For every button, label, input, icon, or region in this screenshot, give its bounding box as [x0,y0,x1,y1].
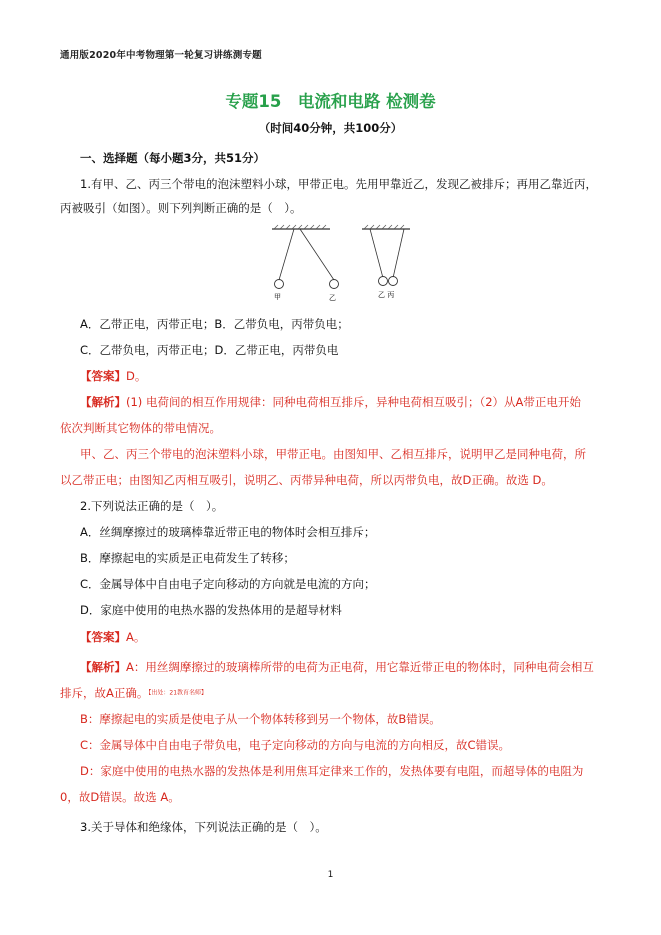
pendulum-figure [262,224,422,304]
series-note: 通用版2020年中考物理第一轮复习讲练测专题 [60,50,262,61]
left-support-hatch [274,225,326,229]
q1-analysis-line4: 以乙带正电；由图知乙丙相互吸引，说明乙、丙带异种电荷，所以丙带负电，故D正确。故选 D。 [60,473,553,487]
right-support-hatch [364,225,404,229]
q2-analysis-b: B：摩擦起电的实质是使电子从一个物体转移到另一个物体，故B错误。 [80,712,441,726]
thread-bing [393,229,404,278]
ball-yi-right [379,277,388,286]
document-title: 专题15 电流和电路 检测卷 [225,92,436,111]
q1-answer-value: D。 [126,369,147,383]
q2-answer [80,630,145,644]
q3-stem: 3.关于导体和绝缘体，下列说法正确的是（ ）。 [80,820,327,834]
q1-stem-line2: 丙被吸引（如图）。则下列判断正确的是（ ）。 [60,201,302,215]
page-number: 1 [327,870,334,880]
section-heading: 一、选择题（每小题3分，共51分） [80,151,266,165]
q1-stem-line1: 1.有甲、乙、丙三个带电的泡沫塑料小球，甲带正电。先用甲靠近乙，发现乙被排斥；再用乙靠近丙， [80,177,597,191]
q2-answer-tag: 【答案】 [80,630,126,644]
q2-option-c: C．金属导体中自由电子定向移动的方向就是电流的方向； [80,577,376,591]
q2-option-b: B．摩擦起电的实质是正电荷发生了转移； [80,551,295,565]
thread-yi-right [370,229,383,278]
q2-answer-value: A。 [126,630,146,644]
q2-analysis-a-line1 [80,660,594,674]
q1-analysis-tag: 【解析】 [80,395,126,409]
label-right-balls: 乙 丙 [378,291,395,299]
ball-yi-left [330,280,339,289]
q2-stem: 2.下列说法正确的是（ ）。 [80,499,224,513]
q2-analysis-d-line2: 0，故D错误。故选 A。 [60,790,180,804]
ball-jia [275,280,284,289]
q1-answer [80,369,146,383]
q2-option-a: A．丝绸摩擦过的玻璃棒靠近带正电的物体时会相互排斥； [80,525,376,539]
q1-options-line1: A．乙带正电，丙带正电；B．乙带负电，丙带负电； [80,317,349,331]
q2-analysis-a-line2 [60,686,207,701]
q1-analysis-text1: (1) 电荷间的相互作用规律：同种电荷相互排斥，异种电荷相互吸引；（2）从A带正电开始 [126,395,581,409]
q1-analysis-line3: 甲、乙、丙三个带电的泡沫塑料小球，甲带正电。由图知甲、乙相互排斥，说明甲乙是同种电荷，所 [80,447,586,461]
thread-yi-left [300,229,334,280]
thread-jia [279,229,294,280]
q2-option-d: D．家庭中使用的电热水器的发热体用的是超导材料 [80,603,342,617]
q1-answer-tag: 【答案】 [80,369,126,383]
q2-analysis-tag: 【解析】 [80,660,126,674]
ball-bing [389,277,398,286]
q2-analysis-a-text2: 排斥，故A正确。 [60,686,149,700]
document-subtitle: （时间40分钟，共100分） [258,121,403,135]
source-mark: 【出处：21教育名师】 [148,689,208,697]
q1-analysis-line2: 依次判断其它物体的带电情况。 [60,421,221,435]
q1-analysis-line1 [80,395,581,409]
label-yi-left: 乙 [329,294,336,302]
q2-analysis-c: C：金属导体中自由电子带负电，电子定向移动的方向与电流的方向相反，故C错误。 [80,738,511,752]
q2-analysis-a-text1: A：用丝绸摩擦过的玻璃棒所带的电荷为正电荷，用它靠近带正电的物体时，同种电荷会相互 [126,660,594,674]
q1-options-line2: C．乙带负电，丙带正电；D．乙带正电，丙带负电 [80,343,339,357]
label-jia: 甲 [274,293,281,301]
q2-analysis-d-line1: D：家庭中使用的电热水器的发热体是利用焦耳定律来工作的，发热体要有电阻，而超导体的电阻为 [80,764,584,778]
